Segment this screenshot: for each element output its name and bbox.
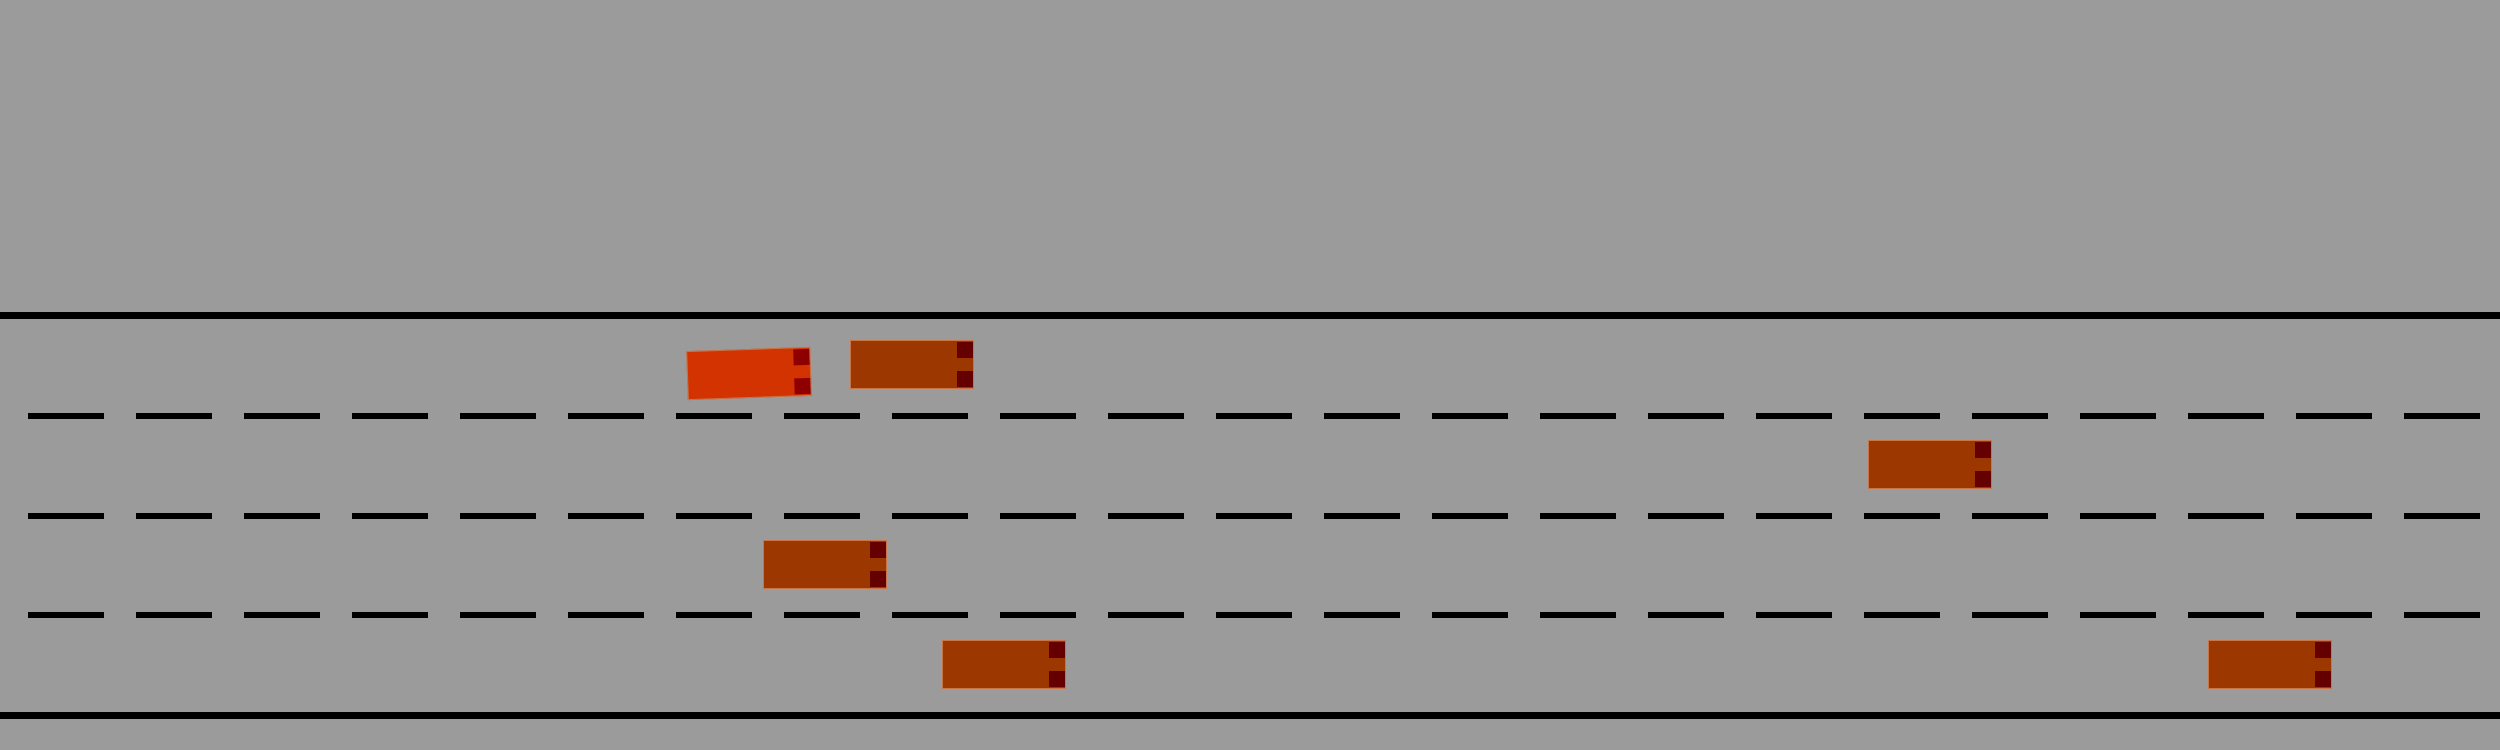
vehicle-headlight (957, 342, 973, 358)
ego-headlight-left (793, 349, 810, 366)
vehicle-headlight (2315, 671, 2331, 687)
ego-headlight-right (794, 378, 811, 395)
other-vehicle (1868, 440, 1992, 489)
lane-divider-3 (0, 612, 2500, 618)
other-vehicle (942, 640, 1066, 689)
lane-divider-1 (0, 413, 2500, 419)
vehicle-headlight (2315, 642, 2331, 658)
vehicle-headlight (870, 542, 886, 558)
lane-divider-2 (0, 513, 2500, 519)
vehicle-headlight (1049, 671, 1065, 687)
vehicle-headlight (1049, 642, 1065, 658)
other-vehicle (2208, 640, 2332, 689)
vehicle-headlight (1975, 471, 1991, 487)
other-vehicle (850, 340, 974, 389)
ego-vehicle (686, 347, 812, 400)
other-vehicle (763, 540, 887, 589)
road-edge-bottom (0, 712, 2500, 719)
vehicle-headlight (870, 571, 886, 587)
vehicle-headlight (1975, 442, 1991, 458)
road-edge-top (0, 312, 2500, 319)
vehicle-headlight (957, 371, 973, 387)
